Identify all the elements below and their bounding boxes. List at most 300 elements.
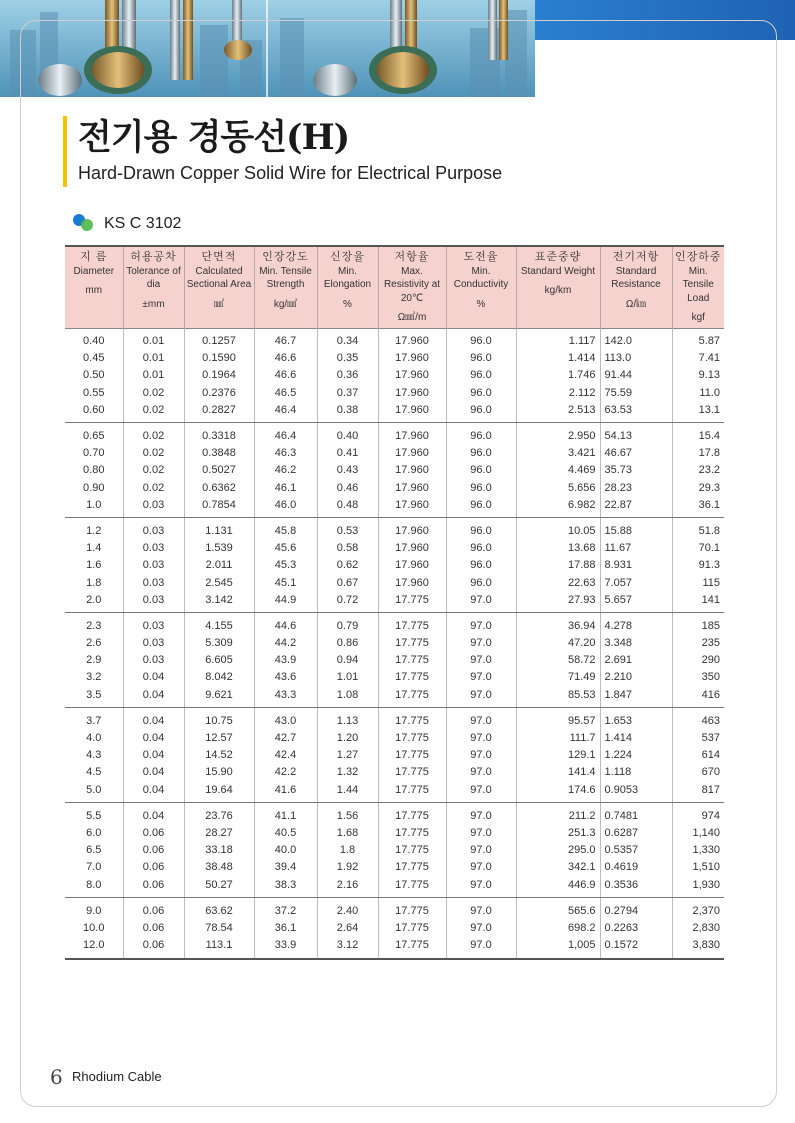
table-cell: 97.0 — [446, 686, 516, 708]
table-cell: 91.3 — [698, 559, 720, 572]
table-row — [65, 708, 724, 730]
table-cell: 1.0 — [65, 496, 123, 518]
column-header-english: Diameter — [73, 265, 115, 277]
table-cell: 17.960 — [378, 328, 446, 350]
table-cell: 17.775 — [378, 937, 446, 959]
table-cell: 0.5027 — [184, 462, 254, 479]
table-cell: 2.64 — [317, 919, 378, 936]
table-cell: 342.1 — [516, 859, 600, 876]
table-row — [65, 574, 724, 591]
table-cell: 0.04 — [123, 729, 184, 746]
table-cell: 0.01 — [123, 350, 184, 367]
table-cell: 17.775 — [378, 686, 446, 708]
table-cell: 97.0 — [446, 898, 516, 920]
table-cell: 46.0 — [254, 496, 317, 518]
table-cell: 41.6 — [254, 781, 317, 803]
table-cell: 45.6 — [254, 540, 317, 557]
table-cell: 22.63 — [516, 574, 600, 591]
column-header-unit: ±mm — [142, 298, 165, 310]
table-cell: 3.2 — [65, 669, 123, 686]
table-cell: 17.775 — [378, 652, 446, 669]
table-cell: 1.92 — [317, 859, 378, 876]
table-cell: 36.1 — [254, 919, 317, 936]
table-cell: 96.0 — [446, 445, 516, 462]
table-cell: 2,370 — [692, 904, 720, 917]
table-cell: 0.04 — [123, 669, 184, 686]
standard-dots-icon — [72, 213, 94, 233]
cable-cross-section-photo — [0, 0, 535, 97]
table-cell: 46.6 — [254, 350, 317, 367]
table-cell: 46.7 — [254, 328, 317, 350]
table-row — [65, 747, 724, 764]
table-cell: 5.0 — [65, 781, 123, 803]
table-cell: 17.960 — [378, 401, 446, 423]
table-cell: 3.12 — [317, 937, 378, 959]
table-cell: 211.2 — [516, 803, 600, 825]
table-cell: 17.960 — [378, 496, 446, 518]
column-header-english: Min. Tensile Strength — [259, 265, 312, 290]
table-cell: 17.775 — [378, 613, 446, 635]
table-cell: 251.3 — [516, 824, 600, 841]
table-cell: 5.309 — [184, 635, 254, 652]
table-cell: 0.6287 — [600, 824, 672, 841]
table-cell: 0.1257 — [184, 328, 254, 350]
table-row — [65, 557, 724, 574]
table-cell: 5.87 — [698, 335, 720, 348]
column-header-korean: 저항율 — [394, 251, 430, 263]
table-cell: 7.41 — [698, 352, 720, 365]
column-header — [254, 246, 317, 328]
table-cell: 3,830 — [672, 937, 724, 959]
table-row — [65, 613, 724, 635]
table-cell: 129.1 — [516, 747, 600, 764]
table-cell: 1,930 — [672, 876, 724, 898]
table-cell: 7.057 — [600, 574, 672, 591]
table-cell: 1.27 — [317, 747, 378, 764]
table-cell: 85.53 — [516, 686, 600, 708]
table-cell: 1.20 — [317, 729, 378, 746]
table-row — [65, 876, 724, 898]
table-cell: 0.1590 — [184, 350, 254, 367]
table-row — [65, 591, 724, 613]
table-cell: 0.72 — [317, 591, 378, 613]
table-cell: 113.0 — [600, 350, 672, 367]
table-cell: 537 — [701, 732, 720, 745]
column-header — [317, 246, 378, 328]
table-cell: 0.67 — [317, 574, 378, 591]
column-header — [65, 246, 123, 328]
column-header — [600, 246, 672, 328]
table-cell: 1.224 — [600, 747, 672, 764]
table-cell: 4.5 — [65, 764, 123, 781]
table-cell: 3.7 — [65, 708, 123, 730]
table-cell: 96.0 — [446, 540, 516, 557]
table-cell: 1.539 — [184, 540, 254, 557]
column-header-unit: kg/km — [544, 285, 572, 296]
table-cell: 1.13 — [317, 708, 378, 730]
table-cell: 0.43 — [317, 462, 378, 479]
table-cell: 1.117 — [516, 328, 600, 350]
table-cell: 23.2 — [698, 464, 720, 477]
column-header-english: Min. Elongation — [323, 265, 372, 290]
table-cell: 698.2 — [516, 919, 600, 936]
table-cell: 0.5357 — [600, 842, 672, 859]
table-cell: 1.68 — [317, 824, 378, 841]
table-cell: 96.0 — [446, 423, 516, 445]
table-cell: 185 — [701, 619, 720, 632]
table-cell: 17.775 — [378, 842, 446, 859]
table-cell: 2.9 — [65, 652, 123, 669]
table-cell: 0.06 — [123, 937, 184, 959]
table-body — [65, 328, 724, 959]
table-cell: 0.58 — [317, 540, 378, 557]
table-cell: 17.775 — [378, 898, 446, 920]
column-header-unit: kgf — [691, 312, 705, 323]
header-accent-bar — [535, 0, 795, 40]
table-cell: 17.775 — [378, 708, 446, 730]
column-header-english: Tolerance of dia — [126, 265, 181, 290]
table-cell: 5.656 — [516, 479, 600, 496]
column-header-korean: 표준중량 — [534, 251, 582, 263]
table-cell: 96.0 — [446, 462, 516, 479]
table-cell: 0.06 — [123, 824, 184, 841]
table-cell: 1.653 — [600, 708, 672, 730]
table-cell: 40.0 — [254, 842, 317, 859]
table-cell: 0.04 — [123, 747, 184, 764]
table-cell: 17.960 — [378, 518, 446, 540]
table-row — [65, 842, 724, 859]
table-cell: 39.4 — [254, 859, 317, 876]
table-row — [65, 479, 724, 496]
table-cell: 9.621 — [184, 686, 254, 708]
table-cell: 0.36 — [317, 367, 378, 384]
table-cell: 1,005 — [516, 937, 600, 959]
column-header — [123, 246, 184, 328]
banner-image — [0, 0, 535, 97]
table-cell: 96.0 — [446, 367, 516, 384]
table-cell: 1.2 — [65, 518, 123, 540]
table-cell: 17.8 — [698, 447, 720, 460]
table-cell: 0.53 — [317, 518, 378, 540]
table-cell: 15.4 — [698, 430, 720, 443]
table-cell: 295.0 — [516, 842, 600, 859]
table-cell: 350 — [701, 671, 720, 684]
table-cell: 0.03 — [123, 613, 184, 635]
table-row — [65, 518, 724, 540]
table-cell: 9.13 — [698, 369, 720, 382]
table-cell: 44.6 — [254, 613, 317, 635]
table-cell: 46.67 — [600, 445, 672, 462]
table-cell: 1,510 — [692, 861, 720, 874]
table-cell: 0.04 — [123, 686, 184, 708]
table-cell: 63.62 — [184, 898, 254, 920]
table-cell: 1.414 — [600, 729, 672, 746]
table-cell: 0.01 — [123, 367, 184, 384]
table-cell: 2.513 — [516, 401, 600, 423]
table-cell: 0.03 — [123, 518, 184, 540]
column-header-english: Calculated Sectional Area — [186, 265, 252, 290]
table-cell: 43.9 — [254, 652, 317, 669]
table-cell: 45.1 — [254, 574, 317, 591]
table-cell: 35.73 — [600, 462, 672, 479]
table-cell: 0.9053 — [600, 781, 672, 803]
table-cell: 75.59 — [600, 384, 672, 401]
table-cell: 670 — [701, 766, 720, 779]
table-cell: 817 — [672, 781, 724, 803]
table-cell: 97.0 — [446, 764, 516, 781]
table-row — [65, 937, 724, 959]
table-cell: 565.6 — [516, 898, 600, 920]
table-row — [65, 350, 724, 367]
table-cell: 4.0 — [65, 729, 123, 746]
table-cell: 45.8 — [254, 518, 317, 540]
table-row — [65, 898, 724, 920]
column-header-english: Standard Weight — [520, 265, 596, 277]
table-row — [65, 824, 724, 841]
column-header-english: Min. Tensile Load — [682, 265, 714, 304]
table-cell: 8.0 — [65, 876, 123, 898]
column-header — [378, 246, 446, 328]
table-cell: 96.0 — [446, 384, 516, 401]
table-cell: 6.5 — [65, 842, 123, 859]
table-cell: 5.657 — [600, 591, 672, 613]
table-cell: 235 — [701, 637, 720, 650]
table-cell: 40.5 — [254, 824, 317, 841]
table-cell: 111.7 — [516, 729, 600, 746]
table-cell: 36.1 — [672, 496, 724, 518]
table-cell: 9.0 — [65, 898, 123, 920]
column-header-english: Min. Conductivity — [453, 265, 509, 290]
table-cell: 10.05 — [516, 518, 600, 540]
table-cell: 2,830 — [692, 921, 720, 934]
table-cell: 1.8 — [65, 574, 123, 591]
table-cell: 44.2 — [254, 635, 317, 652]
table-cell: 43.0 — [254, 708, 317, 730]
table-cell: 0.01 — [123, 328, 184, 350]
table-cell: 97.0 — [446, 859, 516, 876]
table-cell: 63.53 — [600, 401, 672, 423]
table-cell: 0.86 — [317, 635, 378, 652]
page-title-english: Hard-Drawn Copper Solid Wire for Electrical Purpose — [78, 163, 503, 183]
table-cell: 2.3 — [65, 613, 123, 635]
table-cell: 28.27 — [184, 824, 254, 841]
column-header-english: Max. Resistivity at 20℃ — [383, 265, 441, 304]
column-header — [516, 246, 600, 328]
table-cell: 13.1 — [672, 401, 724, 423]
table-cell: 17.960 — [378, 350, 446, 367]
table-cell: 44.9 — [254, 591, 317, 613]
table-cell: 115 — [702, 576, 720, 589]
table-cell: 1,330 — [692, 844, 720, 857]
table-cell: 17.960 — [378, 540, 446, 557]
table-cell: 91.44 — [600, 367, 672, 384]
table-cell: 5.5 — [65, 803, 123, 825]
table-cell: 113.1 — [184, 937, 254, 959]
table-cell: 28.23 — [600, 479, 672, 496]
table-cell: 37.2 — [254, 898, 317, 920]
column-header-korean: 단면적 — [201, 251, 237, 263]
table-cell: 17.775 — [378, 764, 446, 781]
table-cell: 0.03 — [123, 591, 184, 613]
table-cell: 97.0 — [446, 876, 516, 898]
table-row — [65, 401, 724, 423]
table-cell: 4.155 — [184, 613, 254, 635]
table-row — [65, 686, 724, 708]
table-cell: 0.6362 — [184, 479, 254, 496]
table-cell: 0.48 — [317, 496, 378, 518]
table-cell: 0.03 — [123, 496, 184, 518]
table-cell: 1.56 — [317, 803, 378, 825]
column-header-unit: kg/㎟ — [273, 298, 298, 310]
table-cell: 1.44 — [317, 781, 378, 803]
table-cell: 0.2794 — [600, 898, 672, 920]
table-cell: 2.210 — [600, 669, 672, 686]
table-cell: 42.2 — [254, 764, 317, 781]
table-cell: 15.90 — [184, 764, 254, 781]
table-cell: 95.57 — [516, 708, 600, 730]
table-cell: 17.775 — [378, 635, 446, 652]
table-cell: 0.80 — [65, 462, 123, 479]
column-header-korean: 인장하중 — [674, 251, 722, 263]
table-cell: 0.7854 — [184, 496, 254, 518]
table-cell: 0.04 — [123, 764, 184, 781]
table-row — [65, 669, 724, 686]
table-cell: 96.0 — [446, 401, 516, 423]
table-cell: 0.2263 — [600, 919, 672, 936]
table-cell: 0.2376 — [184, 384, 254, 401]
table-cell: 0.1572 — [600, 937, 672, 959]
table-cell: 0.34 — [317, 328, 378, 350]
standard-code: KS C 3102 — [104, 215, 182, 232]
table-cell: 51.8 — [698, 524, 720, 537]
column-header-unit: % — [476, 298, 486, 310]
table-cell: 3.348 — [600, 635, 672, 652]
title-accent-bar — [63, 116, 67, 187]
table-cell: 47.20 — [516, 635, 600, 652]
table-cell: 22.87 — [600, 496, 672, 518]
table-row — [65, 729, 724, 746]
table-cell: 23.76 — [184, 803, 254, 825]
table-cell: 97.0 — [446, 803, 516, 825]
table-cell: 97.0 — [446, 919, 516, 936]
table-row — [65, 781, 724, 803]
table-cell: 2.16 — [317, 876, 378, 898]
table-cell: 12.0 — [65, 937, 123, 959]
table-cell: 58.72 — [516, 652, 600, 669]
table-cell: 13.68 — [516, 540, 600, 557]
table-cell: 33.18 — [184, 842, 254, 859]
table-cell: 97.0 — [446, 669, 516, 686]
table-cell: 11.67 — [600, 540, 672, 557]
column-header-unit: ㎟ — [214, 298, 224, 310]
table-cell: 15.88 — [600, 518, 672, 540]
table-cell: 96.0 — [446, 574, 516, 591]
table-cell: 0.45 — [65, 350, 123, 367]
table-cell: 46.1 — [254, 479, 317, 496]
table-cell: 97.0 — [446, 708, 516, 730]
table-cell: 0.35 — [317, 350, 378, 367]
table-cell: 0.02 — [123, 384, 184, 401]
table-cell: 3.142 — [184, 591, 254, 613]
table-cell: 0.3848 — [184, 445, 254, 462]
table-cell: 42.7 — [254, 729, 317, 746]
page-number: 6 — [50, 1065, 63, 1089]
table-cell: 17.88 — [516, 557, 600, 574]
table-cell: 17.960 — [378, 367, 446, 384]
table-cell: 0.50 — [65, 367, 123, 384]
table-cell: 1.118 — [600, 764, 672, 781]
table-row — [65, 367, 724, 384]
table-cell: 78.54 — [184, 919, 254, 936]
table-cell: 0.03 — [123, 652, 184, 669]
table-cell: 17.960 — [378, 445, 446, 462]
table-row — [65, 764, 724, 781]
table-header-row — [65, 246, 724, 328]
table-row — [65, 652, 724, 669]
table-cell: 42.4 — [254, 747, 317, 764]
table-row — [65, 462, 724, 479]
table-cell: 46.2 — [254, 462, 317, 479]
table-cell: 0.38 — [317, 401, 378, 423]
table-cell: 0.70 — [65, 445, 123, 462]
column-header-korean: 지 름 — [80, 251, 108, 263]
table-cell: 46.4 — [254, 401, 317, 423]
table-cell: 29.3 — [698, 481, 720, 494]
table-cell: 0.7481 — [600, 803, 672, 825]
table-cell: 1.32 — [317, 764, 378, 781]
table-cell: 0.04 — [123, 781, 184, 803]
table-cell: 0.40 — [317, 423, 378, 445]
table-cell: 11.0 — [699, 386, 720, 399]
table-cell: 12.57 — [184, 729, 254, 746]
column-header-korean: 도전율 — [463, 251, 499, 263]
table-cell: 1.6 — [65, 557, 123, 574]
column-header — [184, 246, 254, 328]
table-cell: 97.0 — [446, 613, 516, 635]
table-cell: 446.9 — [516, 876, 600, 898]
table-cell: 0.02 — [123, 479, 184, 496]
table-cell: 4.3 — [65, 747, 123, 764]
table-cell: 141.4 — [516, 764, 600, 781]
table-cell: 1.847 — [600, 686, 672, 708]
table-cell: 17.775 — [378, 824, 446, 841]
table-cell: 41.1 — [254, 803, 317, 825]
table-cell: 1.746 — [516, 367, 600, 384]
table-cell: 2.950 — [516, 423, 600, 445]
table-cell: 70.1 — [698, 542, 720, 555]
table-cell: 0.3318 — [184, 423, 254, 445]
table-cell: 17.775 — [378, 669, 446, 686]
column-header — [672, 246, 724, 328]
table-cell: 2.112 — [516, 384, 600, 401]
table-cell: 1.131 — [184, 518, 254, 540]
table-cell: 614 — [701, 749, 720, 762]
table-cell: 96.0 — [446, 328, 516, 350]
table-cell: 96.0 — [446, 350, 516, 367]
table-cell: 10.75 — [184, 708, 254, 730]
table-cell: 1.01 — [317, 669, 378, 686]
table-cell: 0.94 — [317, 652, 378, 669]
table-cell: 0.79 — [317, 613, 378, 635]
table-cell: 4.469 — [516, 462, 600, 479]
table-cell: 974 — [701, 809, 720, 822]
table-cell: 1.4 — [65, 540, 123, 557]
table-cell: 2.6 — [65, 635, 123, 652]
table-cell: 290 — [701, 654, 720, 667]
table-cell: 0.62 — [317, 557, 378, 574]
table-cell: 54.13 — [600, 423, 672, 445]
table-cell: 46.5 — [254, 384, 317, 401]
